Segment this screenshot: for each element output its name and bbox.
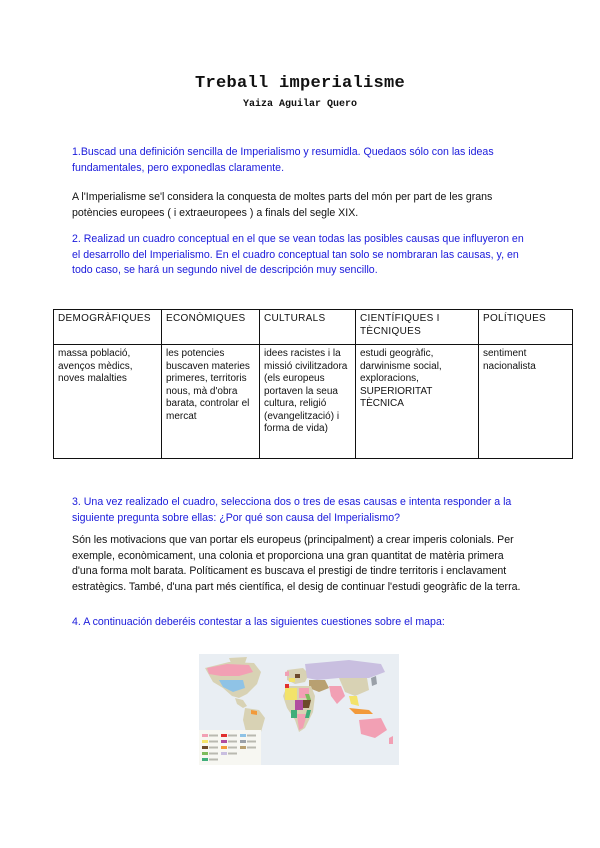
legend-swatch — [221, 752, 227, 755]
world-map-graphic — [199, 654, 399, 765]
legend-swatch — [240, 734, 246, 737]
legend-swatch — [221, 740, 227, 743]
cell-economiques: les potencies buscaven materies primeres, territoris nous, mà d'obra barata, controlar el mercat — [162, 345, 260, 459]
legend-label-line — [209, 753, 218, 755]
legend-label-line — [228, 753, 237, 755]
legend-label-line — [228, 735, 237, 737]
legend-label-line — [209, 747, 218, 749]
author-name: Yaiza Aguilar Quero — [242, 99, 358, 110]
question-1-prompt: 1.Buscad una definición sencilla de Imperialismo y resumidla. Quedaos sólo con las ideas fundamentales, pero exponedlas claramente. — [72, 146, 494, 174]
legend-label-line — [247, 747, 256, 749]
question-1-answer: A l'Imperialisme se'l considera la conquesta de moltes parts del món per part de les grans potències europees ( i extraeuropees ) a finals del segle XIX. — [72, 191, 493, 219]
header-cientifiques-tecniques: CIENTÍFIQUES I TÈCNIQUES — [356, 310, 479, 345]
legend-swatch — [202, 758, 208, 761]
legend-label-line — [209, 741, 218, 743]
map-angola — [291, 710, 297, 718]
imperialism-world-map — [199, 654, 399, 765]
legend-swatch — [202, 752, 208, 755]
legend-swatch — [221, 734, 227, 737]
legend-label-line — [247, 741, 256, 743]
cell-politiques: sentiment nacionalista — [479, 345, 573, 459]
causes-concept-table — [53, 309, 573, 459]
map-greenland — [229, 657, 247, 663]
header-demografiques: DEMOGRÀFIQUES — [54, 310, 162, 345]
legend-swatch — [221, 746, 227, 749]
question-4-prompt: 4. A continuación deberéis contestar a las siguientes cuestiones sobre el mapa: — [72, 616, 445, 628]
legend-swatch — [202, 746, 208, 749]
cell-cientifiques-tecniques: estudi geogràfic, darwinisme social, exploracions, SUPERIORITAT TÈCNICA — [356, 345, 479, 459]
cell-demografiques: massa població, avenços mèdics, noves malalties — [54, 345, 162, 459]
table-header-row — [54, 310, 573, 345]
question-2-prompt: 2. Realizad un cuadro conceptual en el que se vean todas las posibles causas que influyeron en el desarrollo del Imperialismo. En el cuadro conceptual tan solo se nombraran las causas, y, en todo caso, se hará un segundo nivel de descripción muy sencillo. — [72, 233, 524, 276]
header-economiques: ECONÒMIQUES — [162, 310, 260, 345]
legend-label-line — [247, 735, 256, 737]
header-culturals: CULTURALS — [260, 310, 356, 345]
map-france — [289, 678, 295, 682]
cell-culturals: idees racistes i la missió civilitzadora (els europeus portaven la seua cultura, religió (evangelització) i forma de vida) — [260, 345, 356, 459]
map-congo — [295, 700, 303, 710]
header-politiques: POLÍTIQUES — [479, 310, 573, 345]
legend-label-line — [228, 747, 237, 749]
legend-label-line — [228, 741, 237, 743]
legend-swatch — [202, 740, 208, 743]
legend-label-line — [209, 735, 218, 737]
map-germany — [295, 674, 300, 678]
map-french-africa — [285, 688, 297, 700]
question-3-prompt: 3. Una vez realizado el cuadro, selecciona dos o tres de esas causas e intenta responder a la siguiente pregunta sobre ellas: ¿Por qué son causa del Imperialismo? — [72, 496, 512, 524]
map-spanish-morocco — [285, 684, 289, 688]
document-title: Treball imperialisme — [194, 74, 406, 93]
legend-swatch — [240, 746, 246, 749]
legend-label-line — [209, 759, 218, 761]
question-3-answer: Són les motivacions que van portar els europeus (principalment) a crear imperis colonials. Per exemple, econòmicament, una colonia et proporciona una gran quantitat de matèria primera d'una forma molt barata. Políticament es buscava el prestigi de tindre territoris i enclavament estratègics. També, d'una part més científica, el desig de continuar l'estudi geogràfic de la terra. — [72, 534, 521, 593]
legend-swatch — [202, 734, 208, 737]
legend-swatch — [240, 740, 246, 743]
table-row — [54, 345, 573, 459]
